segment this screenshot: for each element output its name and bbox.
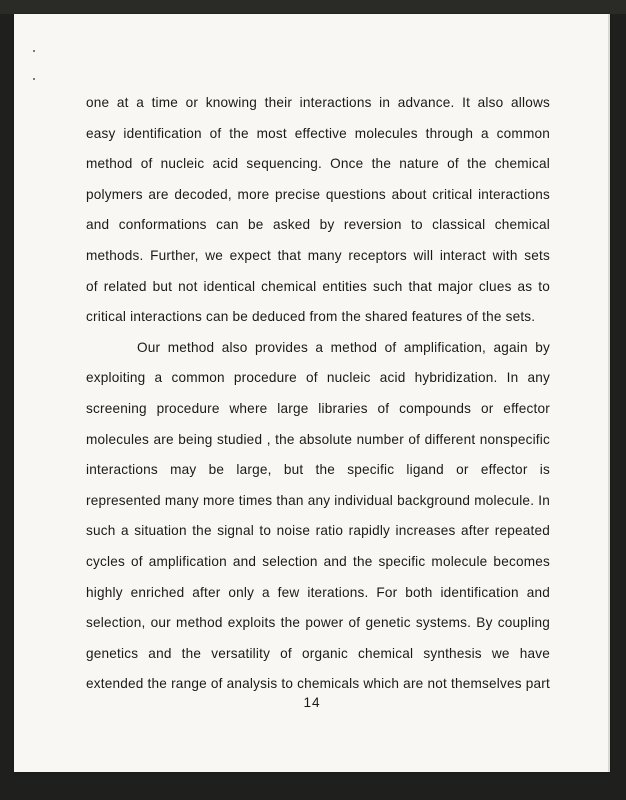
text-line: screening procedure where large libraries of compounds or effector [86,400,550,416]
scan-speck [33,50,35,52]
text-line: methods. Further, we expect that many receptors will interact with sets [86,247,550,263]
text-line: one at a time or knowing their interactions in advance. It also allows [86,95,550,110]
text-line: polymers are decoded, more precise questions about critical interactions [86,186,550,202]
body-text [86,88,550,700]
text-line: of related but not identical chemical entities such that major clues as to [86,278,550,294]
text-line: genetics and the versatility of organic chemical synthesis we have [86,645,550,661]
document-page [14,14,610,772]
text-line: interactions may be large, but the specific ligand or effector is [86,462,550,478]
text-line: molecules are being studied , the absolute number of different nonspecific [86,431,550,447]
text-line: exploiting a common procedure of nucleic acid hybridization. In any [86,370,550,386]
text-line: selection, our method exploits the power of genetic systems. By coupling [86,615,550,631]
text-line: easy identification of the most effective molecules through a common [86,125,550,141]
text-line: critical interactions can be deduced from the shared features of the sets. [86,309,536,325]
text-line: highly enriched after only a few iterations. For both identification and [86,584,550,600]
page-number: 14 [303,695,321,710]
text-line: represented many more times than any individual background molecule. In [86,492,550,508]
text-line: and conformations can be asked by reversion to classical chemical [86,217,550,233]
text-line: method of nucleic acid sequencing. Once the nature of the chemical [86,156,550,172]
text-line: cycles of amplification and selection and the specific molecule becomes [86,553,550,569]
page-edge [608,14,610,772]
text-line: extended the range of analysis to chemicals which are not themselves part [86,676,550,692]
text-line: Our method also provides a method of amplification, again by [137,339,550,355]
scan-speck [33,78,35,80]
scanner-border [0,0,626,14]
text-line: such a situation the signal to noise ratio rapidly increases after repeated [86,523,550,539]
